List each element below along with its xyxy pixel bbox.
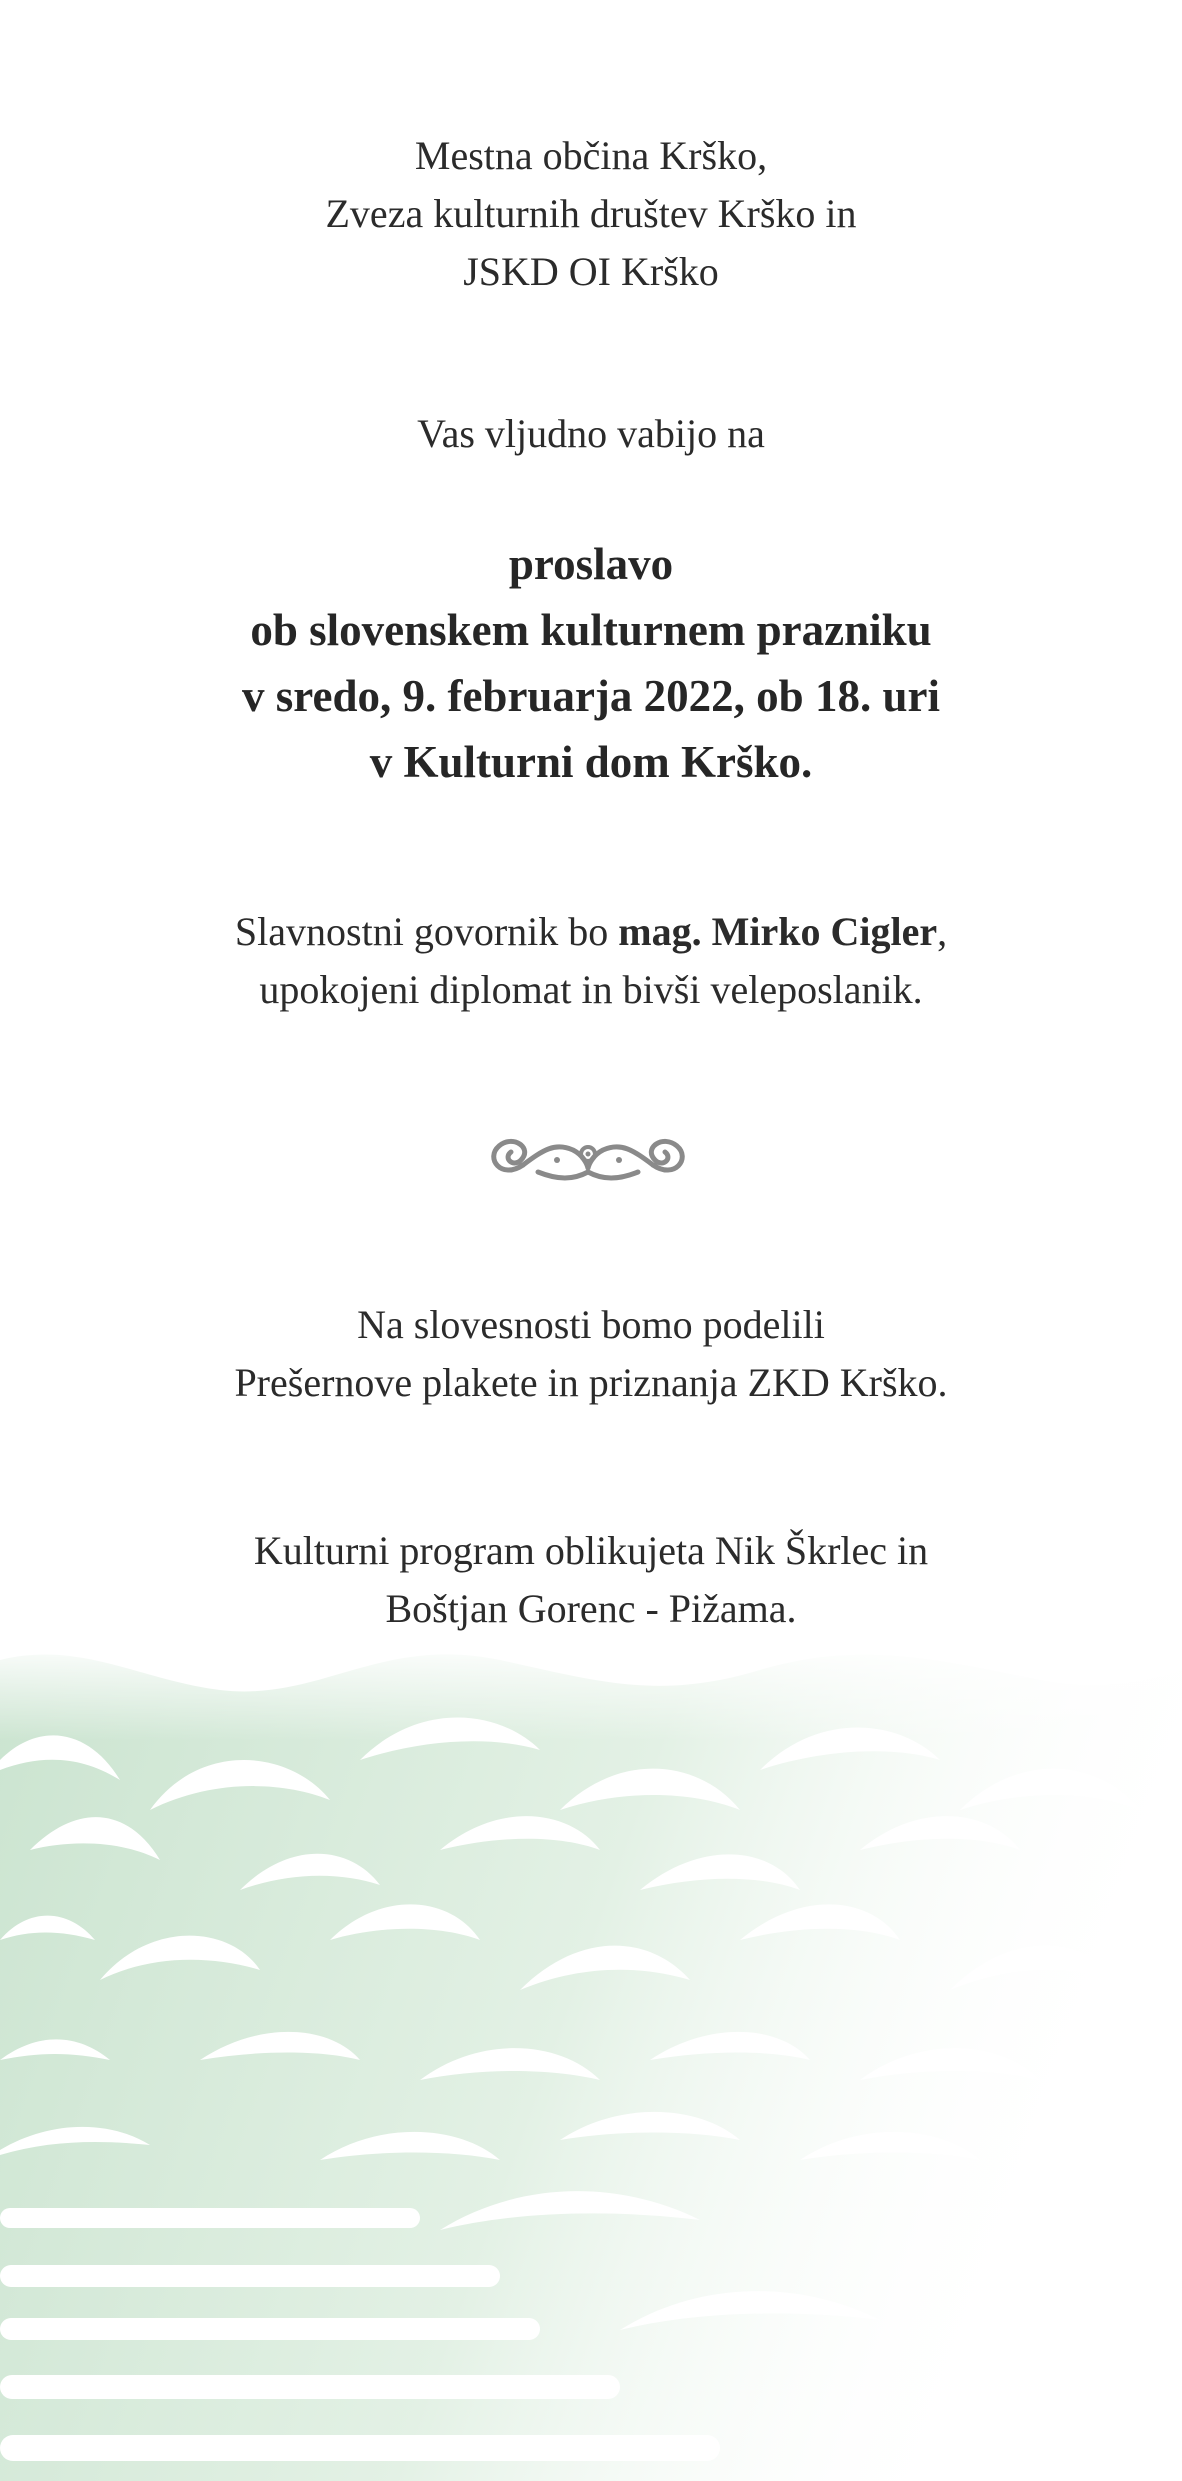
- awards-line1: Na slovesnosti bomo podelili: [357, 1302, 825, 1347]
- invite-text: Vas vljudno vabijo na: [417, 411, 765, 456]
- organizer-municipality: Mestna občina Krško,: [414, 133, 768, 178]
- awards-line2: Prešernove plakete in priznanja ZKD Krško.: [234, 1360, 948, 1405]
- program-line1: Kulturni program oblikujeta Nik Škrlec in: [253, 1528, 929, 1573]
- speaker-line: [0, 903, 1182, 961]
- event-datetime: v sredo, 9. februarja 2022, ob 18. uri: [242, 671, 940, 721]
- event-venue: v Kulturni dom Krško.: [369, 737, 813, 787]
- speaker-name: mag. Mirko Cigler: [618, 909, 938, 954]
- green-waves-decoration: [0, 1640, 1182, 2481]
- invite-line: [0, 405, 1182, 463]
- organizer-jskd: JSKD OI Krško: [463, 249, 719, 294]
- event-heading: [0, 531, 1182, 795]
- organizer-association: Zveza kulturnih društev Krško in: [325, 191, 857, 236]
- event-title: proslavo: [508, 539, 674, 589]
- flourish-ornament-icon: [483, 1120, 693, 1200]
- program-block: [0, 1522, 1182, 1638]
- program-line2: Boštjan Gorenc - Pižama.: [385, 1586, 797, 1631]
- speaker-block: [0, 903, 1182, 1019]
- speaker-description: upokojeni diplomat in bivši veleposlanik.: [259, 967, 923, 1012]
- speaker-prefix: Slavnostni govornik bo: [234, 909, 619, 954]
- awards-block: [0, 1296, 1182, 1412]
- event-occasion: ob slovenskem kulturnem prazniku: [250, 605, 932, 655]
- organizers-block: [0, 127, 1182, 301]
- speaker-suffix: ,: [937, 909, 948, 954]
